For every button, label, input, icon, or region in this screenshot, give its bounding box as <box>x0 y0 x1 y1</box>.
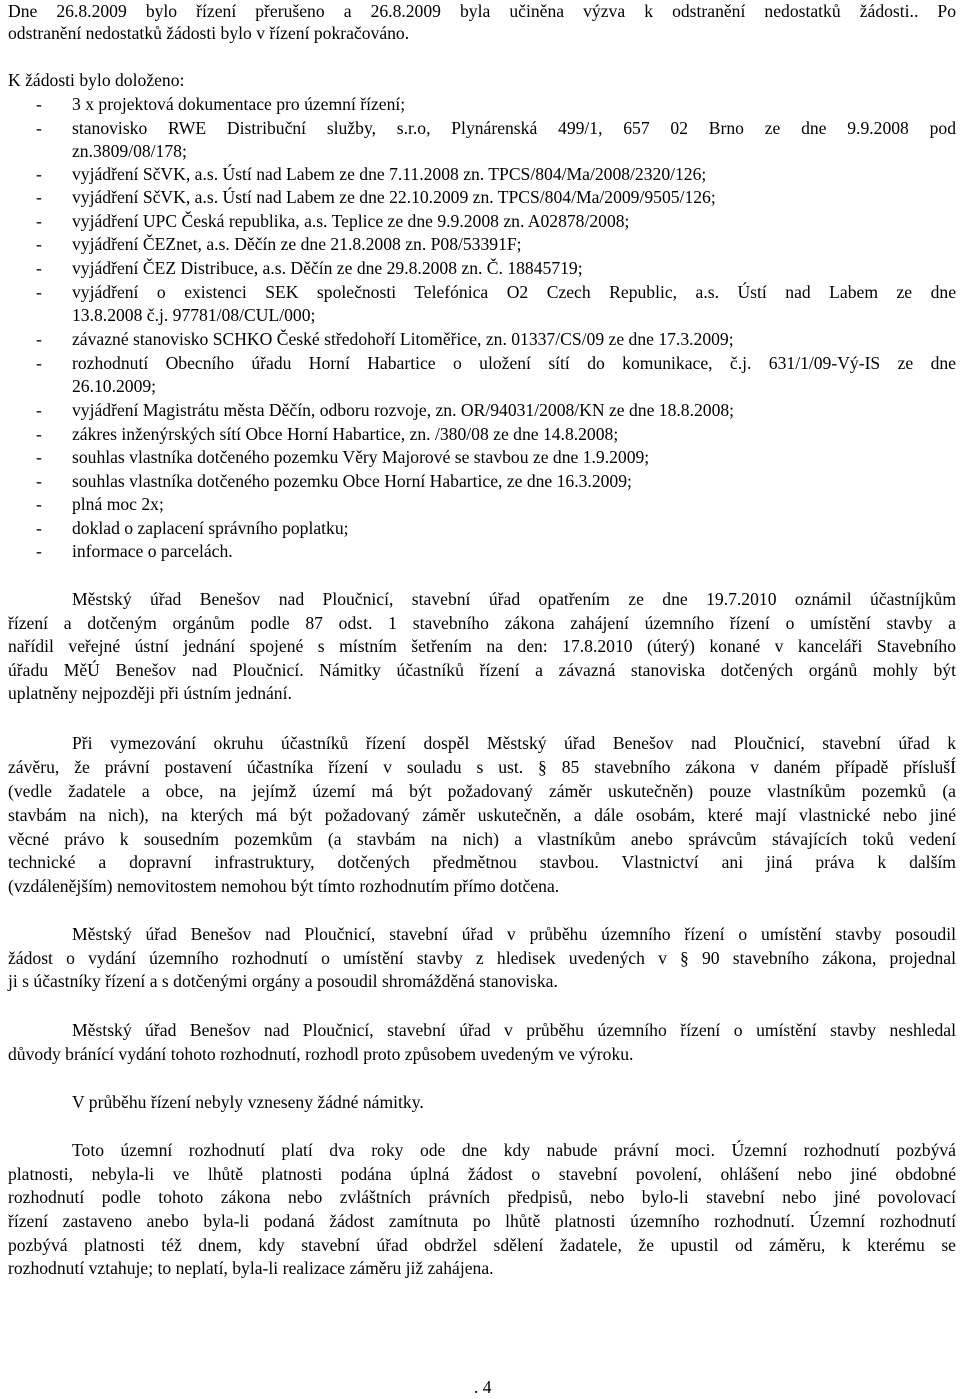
list-dash: - <box>36 447 42 467</box>
paragraph-line: závěru, že právní postavení účastníka řízení v souladu s ust. § 85 stavebního zákona v daném případě příslušÍ <box>8 757 956 777</box>
list-item-text: vyjádření SčVK, a.s. Ústí nad Labem ze dne 22.10.2009 zn. TPCS/804/Ma/2009/9505/126; <box>72 187 716 207</box>
paragraph-line: Toto územní rozhodnutí platí dva roky ode dne kdy nabude právní moci. Územní rozhodnutí pozbývá <box>72 1140 956 1160</box>
paragraph-line: Městský úřad Benešov nad Ploučnicí, stavební úřad opatřením ze dne 19.7.2010 oznámil účastníjkům <box>72 589 956 609</box>
list-item-text: zn.3809/08/178; <box>72 141 187 161</box>
list-item-text: vyjádření ČEZ Distribuce, a.s. Děčín ze dne 29.8.2008 zn. Č. 18845719; <box>72 258 583 278</box>
list-dash: - <box>36 94 42 114</box>
attachments-heading: K žádosti bylo doloženo: <box>8 70 185 90</box>
intro-line: Dne 26.8.2009 bylo řízení přerušeno a 26.8.2009 byla učiněna výzva k odstranění nedostatků žádosti.. Po <box>8 1 956 21</box>
list-dash: - <box>36 541 42 561</box>
paragraph-line: řízení a dotčeným orgánům podle 87 odst. 1 stavebního zákona zahájení územního řízení o umístění stavby a <box>8 613 956 633</box>
list-item-text: závazné stanovisko SCHKO České středohoří Litoměřice, zn. 01337/CS/09 ze dne 17.3.2009; <box>72 329 734 349</box>
paragraph-line: (vzdálenějším) nemovitostem nemohou být tímto rozhodnutím přímo dotčena. <box>8 876 560 896</box>
paragraph-line: důvody bránící vydání tohoto rozhodnutí, rozhodl proto způsobem uvedeným ve výroku. <box>8 1044 634 1064</box>
list-item-text: vyjádření UPC Česká republika, a.s. Teplice ze dne 9.9.2008 zn. A02878/2008; <box>72 211 630 231</box>
list-dash: - <box>36 258 42 278</box>
paragraph-line: pozbývá platnosti též dnem, kdy stavební úřad obdržel sdělení žadatele, že upustil od záměru, k kterému se <box>8 1235 956 1255</box>
list-dash: - <box>36 518 42 538</box>
list-item-text: plná moc 2x; <box>72 494 164 514</box>
paragraph-line: uplatněny nejpozději při ústním jednání. <box>8 683 292 703</box>
list-item-text: stanovisko RWE Distribuční služby, s.r.o, Plynárenská 499/1, 657 02 Brno ze dne 9.9.2008 pod <box>72 118 956 138</box>
page-number: . 4 <box>474 1377 492 1397</box>
list-item-text: rozhodnutí Obecního úřadu Horní Habartice o uložení sítí do komunikace, č.j. 631/1/09-Vý-IS ze dne <box>72 353 956 373</box>
paragraph-line: platnosti, nebyla-li ve lhůtě platnosti podána úplná žádost o stavební povolení, ohlášení nebo jiné obdobné <box>8 1164 956 1184</box>
list-dash: - <box>36 353 42 373</box>
paragraph-line: žádost o vydání územního rozhodnutí o umístění stavby z hledisek uvedených v § 90 stavebního zákona, projednal <box>8 948 956 968</box>
list-item-text: zákres inženýrských sítí Obce Horní Habartice, zn. /380/08 ze dne 14.8.2008; <box>72 424 619 444</box>
paragraph-line: (vedle žadatele a obce, na jejímž území má být požadovaný záměr uskutečněn) pouze vlastníkům pozemků (a <box>8 781 956 801</box>
list-dash: - <box>36 234 42 254</box>
paragraph-line: nařídil veřejné ústní jednání spojené s místním šetřením na den: 17.8.2010 (úterý) konané v kanceláři Stavebního <box>8 636 956 656</box>
paragraph-line: věcné právo k sousedním pozemkům (a stavbám na nich) a vlastníkům anebo správcům stávajících toků vedení <box>8 829 956 849</box>
list-dash: - <box>36 164 42 184</box>
list-item-text: vyjádření ČEZnet, a.s. Děčín ze dne 21.8.2008 zn. P08/53391F; <box>72 234 522 254</box>
list-item-text: doklad o zaplacení správního poplatku; <box>72 518 349 538</box>
list-item-text: informace o parcelách. <box>72 541 233 561</box>
list-dash: - <box>36 211 42 231</box>
list-item-text: vyjádření Magistrátu města Děčín, odboru rozvoje, zn. OR/94031/2008/KN ze dne 18.8.2008; <box>72 400 735 420</box>
list-item-text: 3 x projektová dokumentace pro územní řízení; <box>72 94 406 114</box>
list-dash: - <box>36 494 42 514</box>
paragraph-line: V průběhu řízení nebyly vzneseny žádné námitky. <box>72 1092 424 1112</box>
paragraph-line: řízení zastaveno anebo byla-li podaná žádost zamítnuta po lhůtě platnosti územního rozhodnutí. Územní rozhodnutí <box>8 1211 956 1231</box>
list-dash: - <box>36 400 42 420</box>
list-dash: - <box>36 187 42 207</box>
list-item-text: souhlas vlastníka dotčeného pozemku Věry Majorové se stavbou ze dne 1.9.2009; <box>72 447 650 467</box>
list-item-text: 26.10.2009; <box>72 376 157 396</box>
list-item-text: vyjádření SčVK, a.s. Ústí nad Labem ze dne 7.11.2008 zn. TPCS/804/Ma/2008/2320/126; <box>72 164 707 184</box>
paragraph-line: Městský úřad Benešov nad Ploučnicí, stavební úřad v průběhu územního řízení o umístění stavby neshledal <box>72 1020 956 1040</box>
list-dash: - <box>36 471 42 491</box>
list-item-text: vyjádření o existenci SEK společnosti Telefónica O2 Czech Republic, a.s. Ústí nad Labem ze dne <box>72 282 956 302</box>
paragraph-line: úřadu MěÚ Benešov nad Ploučnicí. Námitky účastníků řízení a závazná stanoviska dotčených orgánů mohly být <box>8 660 956 680</box>
paragraph-line: technické a dopravní infrastruktury, dotčených předmětnou stavbou. Vlastnictví ani jiná práva k dalším <box>8 852 956 872</box>
list-item-text: 13.8.2008 č.j. 97781/08/CUL/000; <box>72 305 316 325</box>
paragraph-line: rozhodnutí vztahuje; to neplatí, byla-li realizace záměru již zahájena. <box>8 1258 494 1278</box>
list-dash: - <box>36 329 42 349</box>
paragraph-line: Při vymezování okruhu účastníků řízení dospěl Městský úřad Benešov nad Ploučnicí, stavební úřad k <box>72 733 956 753</box>
intro-line: odstranění nedostatků žádosti bylo v řízení pokračováno. <box>8 23 410 43</box>
paragraph-line: Městský úřad Benešov nad Ploučnicí, stavební úřad v průběhu územního řízení o umístění stavby posoudil <box>72 924 956 944</box>
paragraph-line: rozhodnutí podle tohoto zákona nebo zvláštních právních předpisů, nebo bylo-li stavební nebo jiné povolovací <box>8 1187 956 1207</box>
paragraph-line: ji s účastníky řízení a s dotčenými orgány a posoudil shromážděná stanoviska. <box>8 971 558 991</box>
list-dash: - <box>36 424 42 444</box>
paragraph-line: stavbám na nich), na kterých má být požadovaný záměr uskutečněn, a dále osobám, které mají vlastnické nebo jiné <box>8 805 956 825</box>
list-dash: - <box>36 118 42 138</box>
list-item-text: souhlas vlastníka dotčeného pozemku Obce Horní Habartice, ze dne 16.3.2009; <box>72 471 632 491</box>
list-dash: - <box>36 282 42 302</box>
